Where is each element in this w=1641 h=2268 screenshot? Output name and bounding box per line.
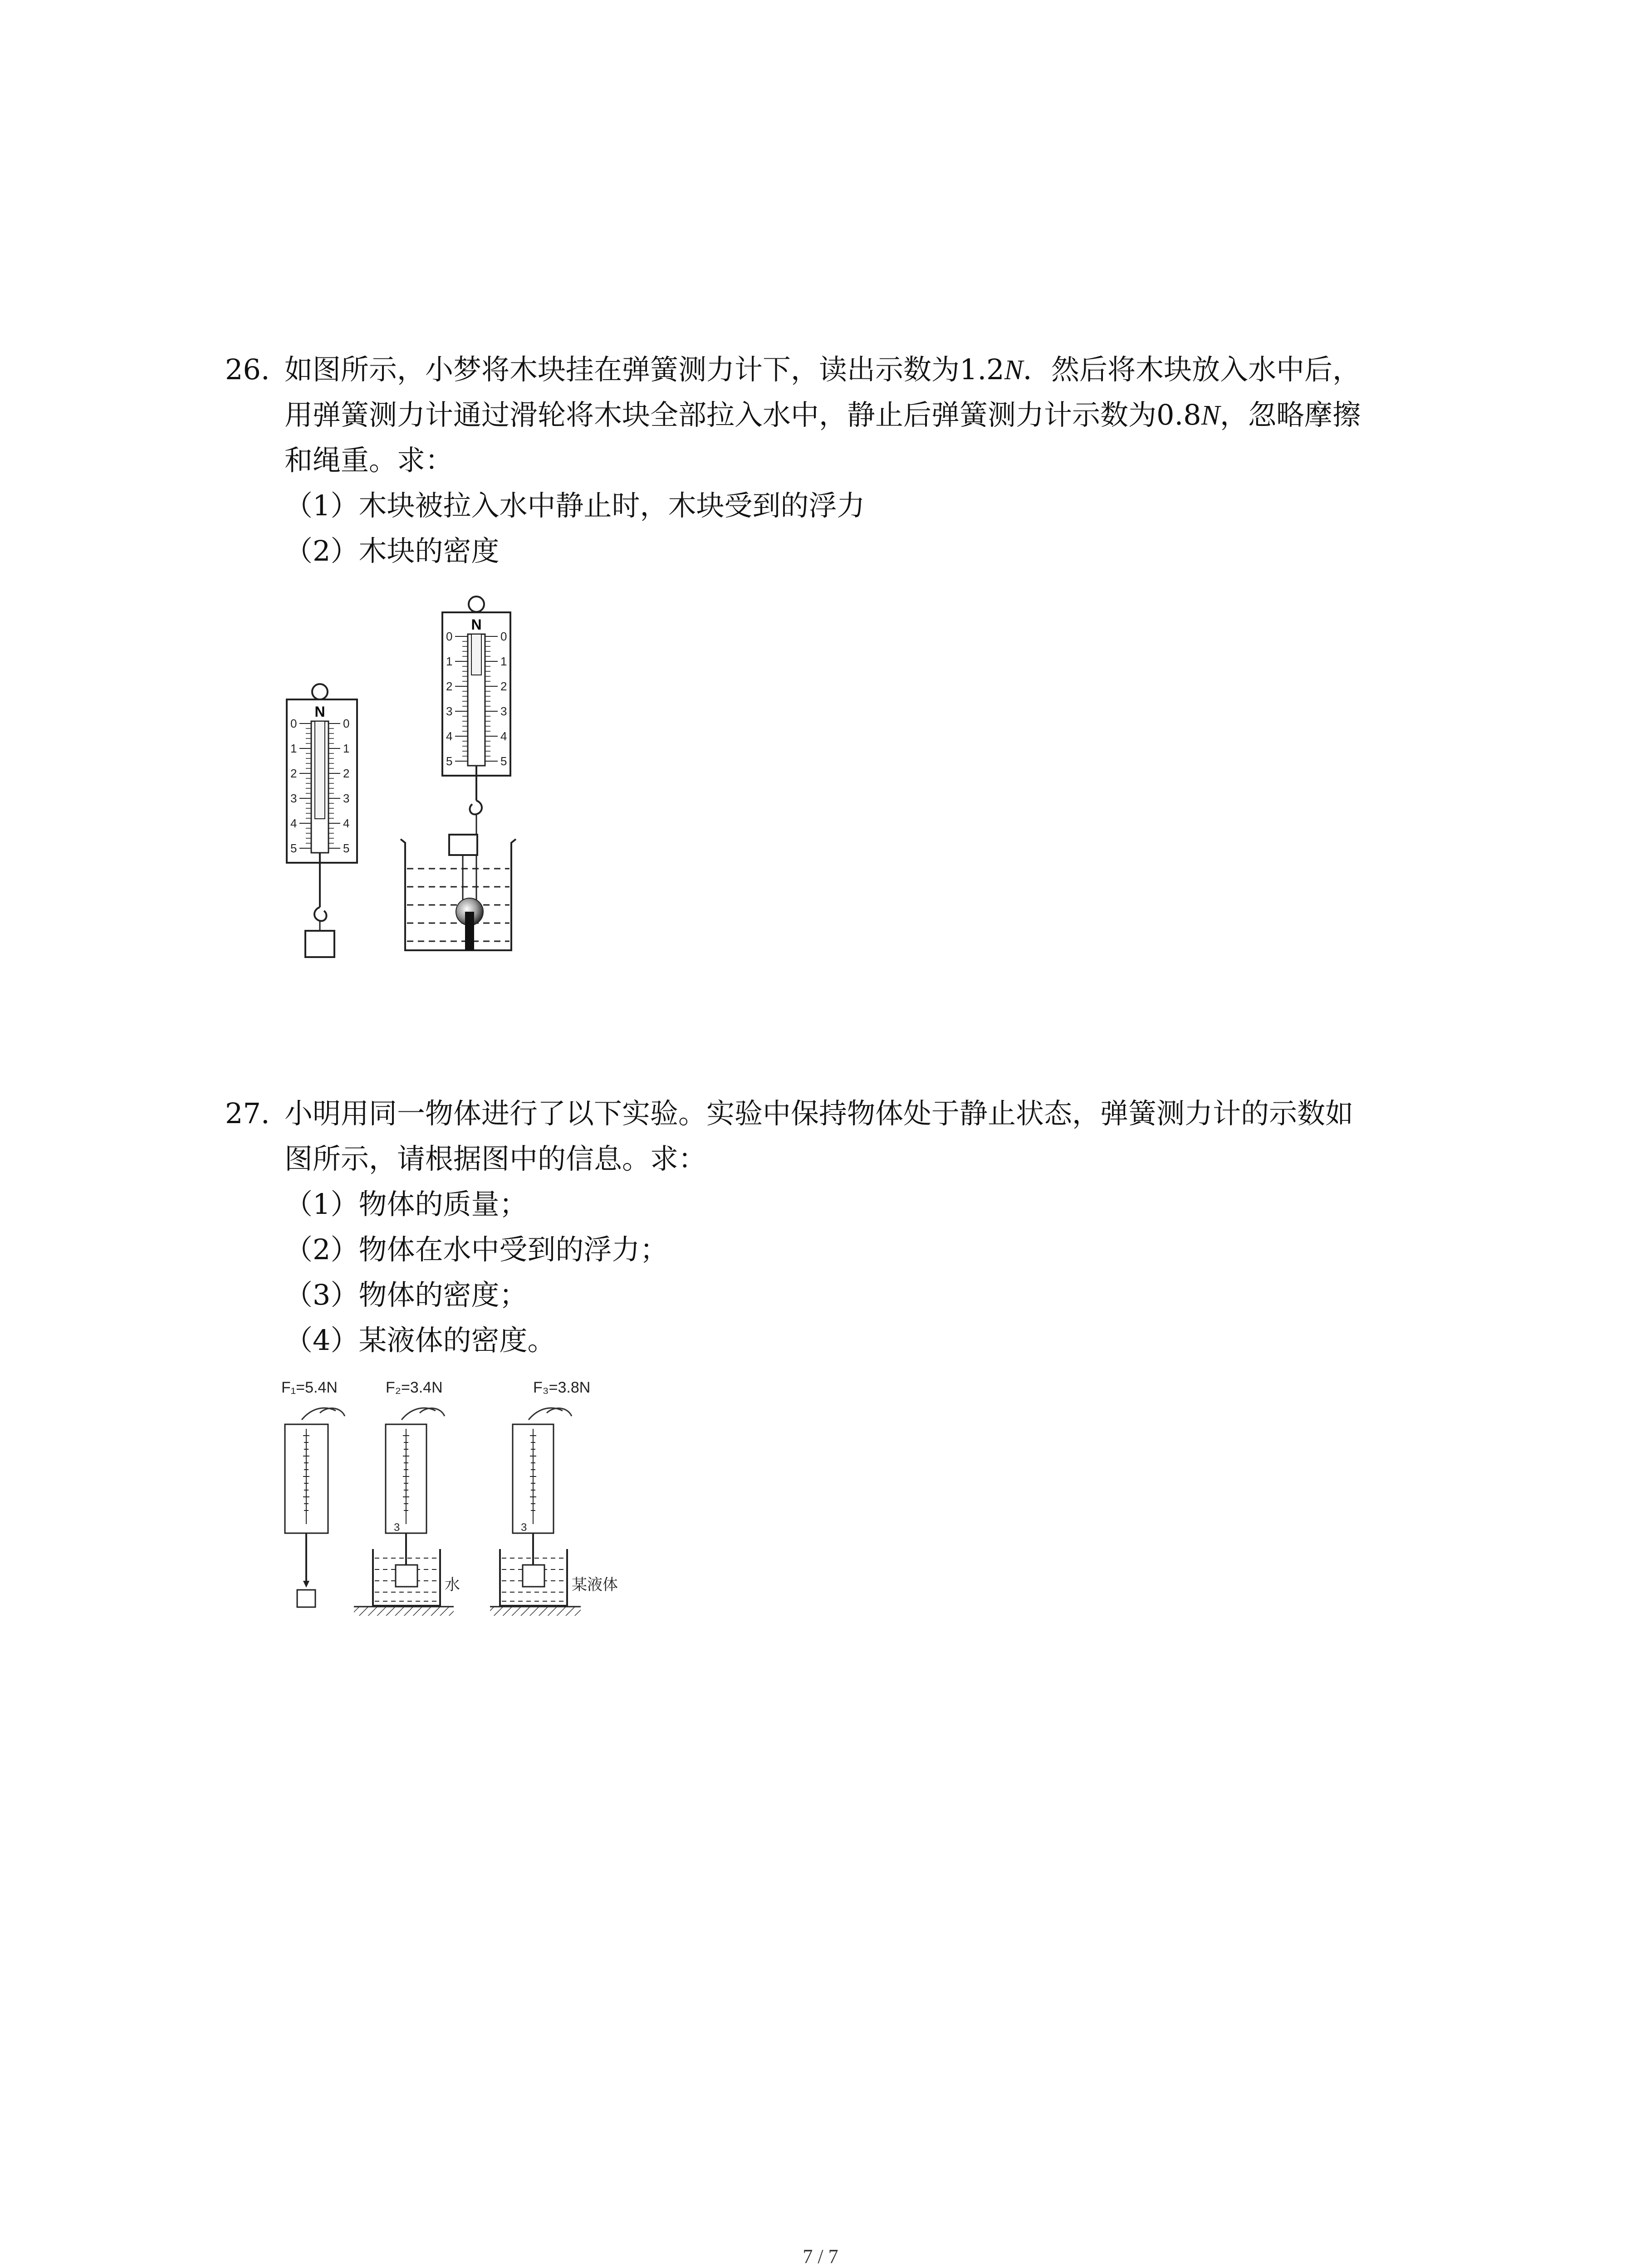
spring-scale-figure-1	[277, 680, 377, 971]
scale-tick-label: 1	[446, 655, 453, 668]
scale-tick-label: 2	[343, 767, 350, 780]
sub-question-2: （2）物体在水中受到的浮力；	[284, 1233, 668, 1266]
gauge-tick-label: 3	[521, 1521, 527, 1534]
page-number: 7 / 7	[803, 2245, 838, 2268]
scale-unit-label: N	[471, 616, 482, 633]
water-label: 水	[445, 1576, 460, 1593]
scale-tick-label: 1	[343, 742, 350, 755]
unit-symbol: N	[1201, 400, 1220, 431]
scale-tick-label: 3	[343, 792, 350, 805]
sub-question-3: （3）物体的密度；	[284, 1278, 528, 1311]
question-text-line: 小明用同一物体进行了以下实验。实验中保持物体处于静止状态，弹簧测力计的示数如	[284, 1097, 1354, 1130]
buoyancy-experiment-figure	[277, 1374, 640, 1628]
scale-tick-label: 5	[446, 754, 453, 768]
scale-tick-label: 0	[446, 630, 453, 643]
scale-tick-label: 4	[446, 729, 453, 743]
gauge-tick-label: 3	[394, 1521, 400, 1534]
scale-tick-label: 3	[290, 792, 297, 805]
spring-scale-in-water	[354, 1408, 460, 1616]
scale-tick-label: 2	[500, 679, 507, 693]
scale-tick-label: 0	[343, 717, 350, 730]
sub-question-1: （1）木块被拉入水中静止时，木块受到的浮力	[284, 489, 865, 522]
scale-unit-label: N	[314, 704, 325, 720]
question-text-line: 图所示，请根据图中的信息。求：	[284, 1142, 707, 1175]
question-text-line: 和绳重。求：	[284, 444, 454, 477]
text-segment: 用弹簧测力计通过滑轮将木块全部拉入水中，静止后弹簧测力计示数为0.8	[284, 398, 1201, 431]
scale-tick-label: 0	[290, 717, 297, 730]
scale-tick-label: 3	[446, 704, 453, 718]
spring-scale-in-air	[285, 1408, 345, 1607]
sub-question-1: （1）物体的质量；	[284, 1188, 528, 1221]
scale-tick-label: 1	[290, 742, 297, 755]
scale-tick-label: 5	[343, 841, 350, 855]
sub-question-4: （4）某液体的密度。	[284, 1324, 556, 1357]
unit-symbol: N	[1004, 355, 1023, 386]
scale-tick-label: 0	[500, 630, 507, 643]
spring-scale-in-liquid	[490, 1408, 618, 1616]
force-label-f3: F₃=3.8N	[533, 1379, 591, 1396]
scale-tick-label: 5	[500, 754, 507, 768]
scale-tick-label: 2	[446, 679, 453, 693]
text-segment: ，忽略摩擦	[1220, 398, 1361, 431]
scale-tick-label: 2	[290, 767, 297, 780]
scale-tick-label: 4	[500, 729, 507, 743]
liquid-label: 某液体	[572, 1576, 618, 1593]
question-text-line	[284, 397, 1361, 434]
scale-tick-label: 5	[290, 841, 297, 855]
text-segment: ．然后将木块放入水中后，	[1023, 353, 1361, 386]
question-number: 26.	[225, 353, 270, 386]
scale-tick-label: 1	[500, 655, 507, 668]
question-text-line	[284, 352, 1361, 388]
scale-tick-label: 4	[343, 816, 350, 830]
scale-tick-label: 4	[290, 816, 297, 830]
text-segment: 如图所示，小梦将木块挂在弹簧测力计下，读出示数为1.2	[284, 353, 1004, 386]
force-label-f2: F₂=3.4N	[386, 1379, 443, 1396]
question-number: 27.	[225, 1097, 270, 1130]
spring-scale-figure-2	[397, 594, 542, 957]
sub-question-2: （2）木块的密度	[284, 534, 500, 567]
force-label-f1: F₁=5.4N	[281, 1379, 338, 1396]
scale-tick-label: 3	[500, 704, 507, 718]
